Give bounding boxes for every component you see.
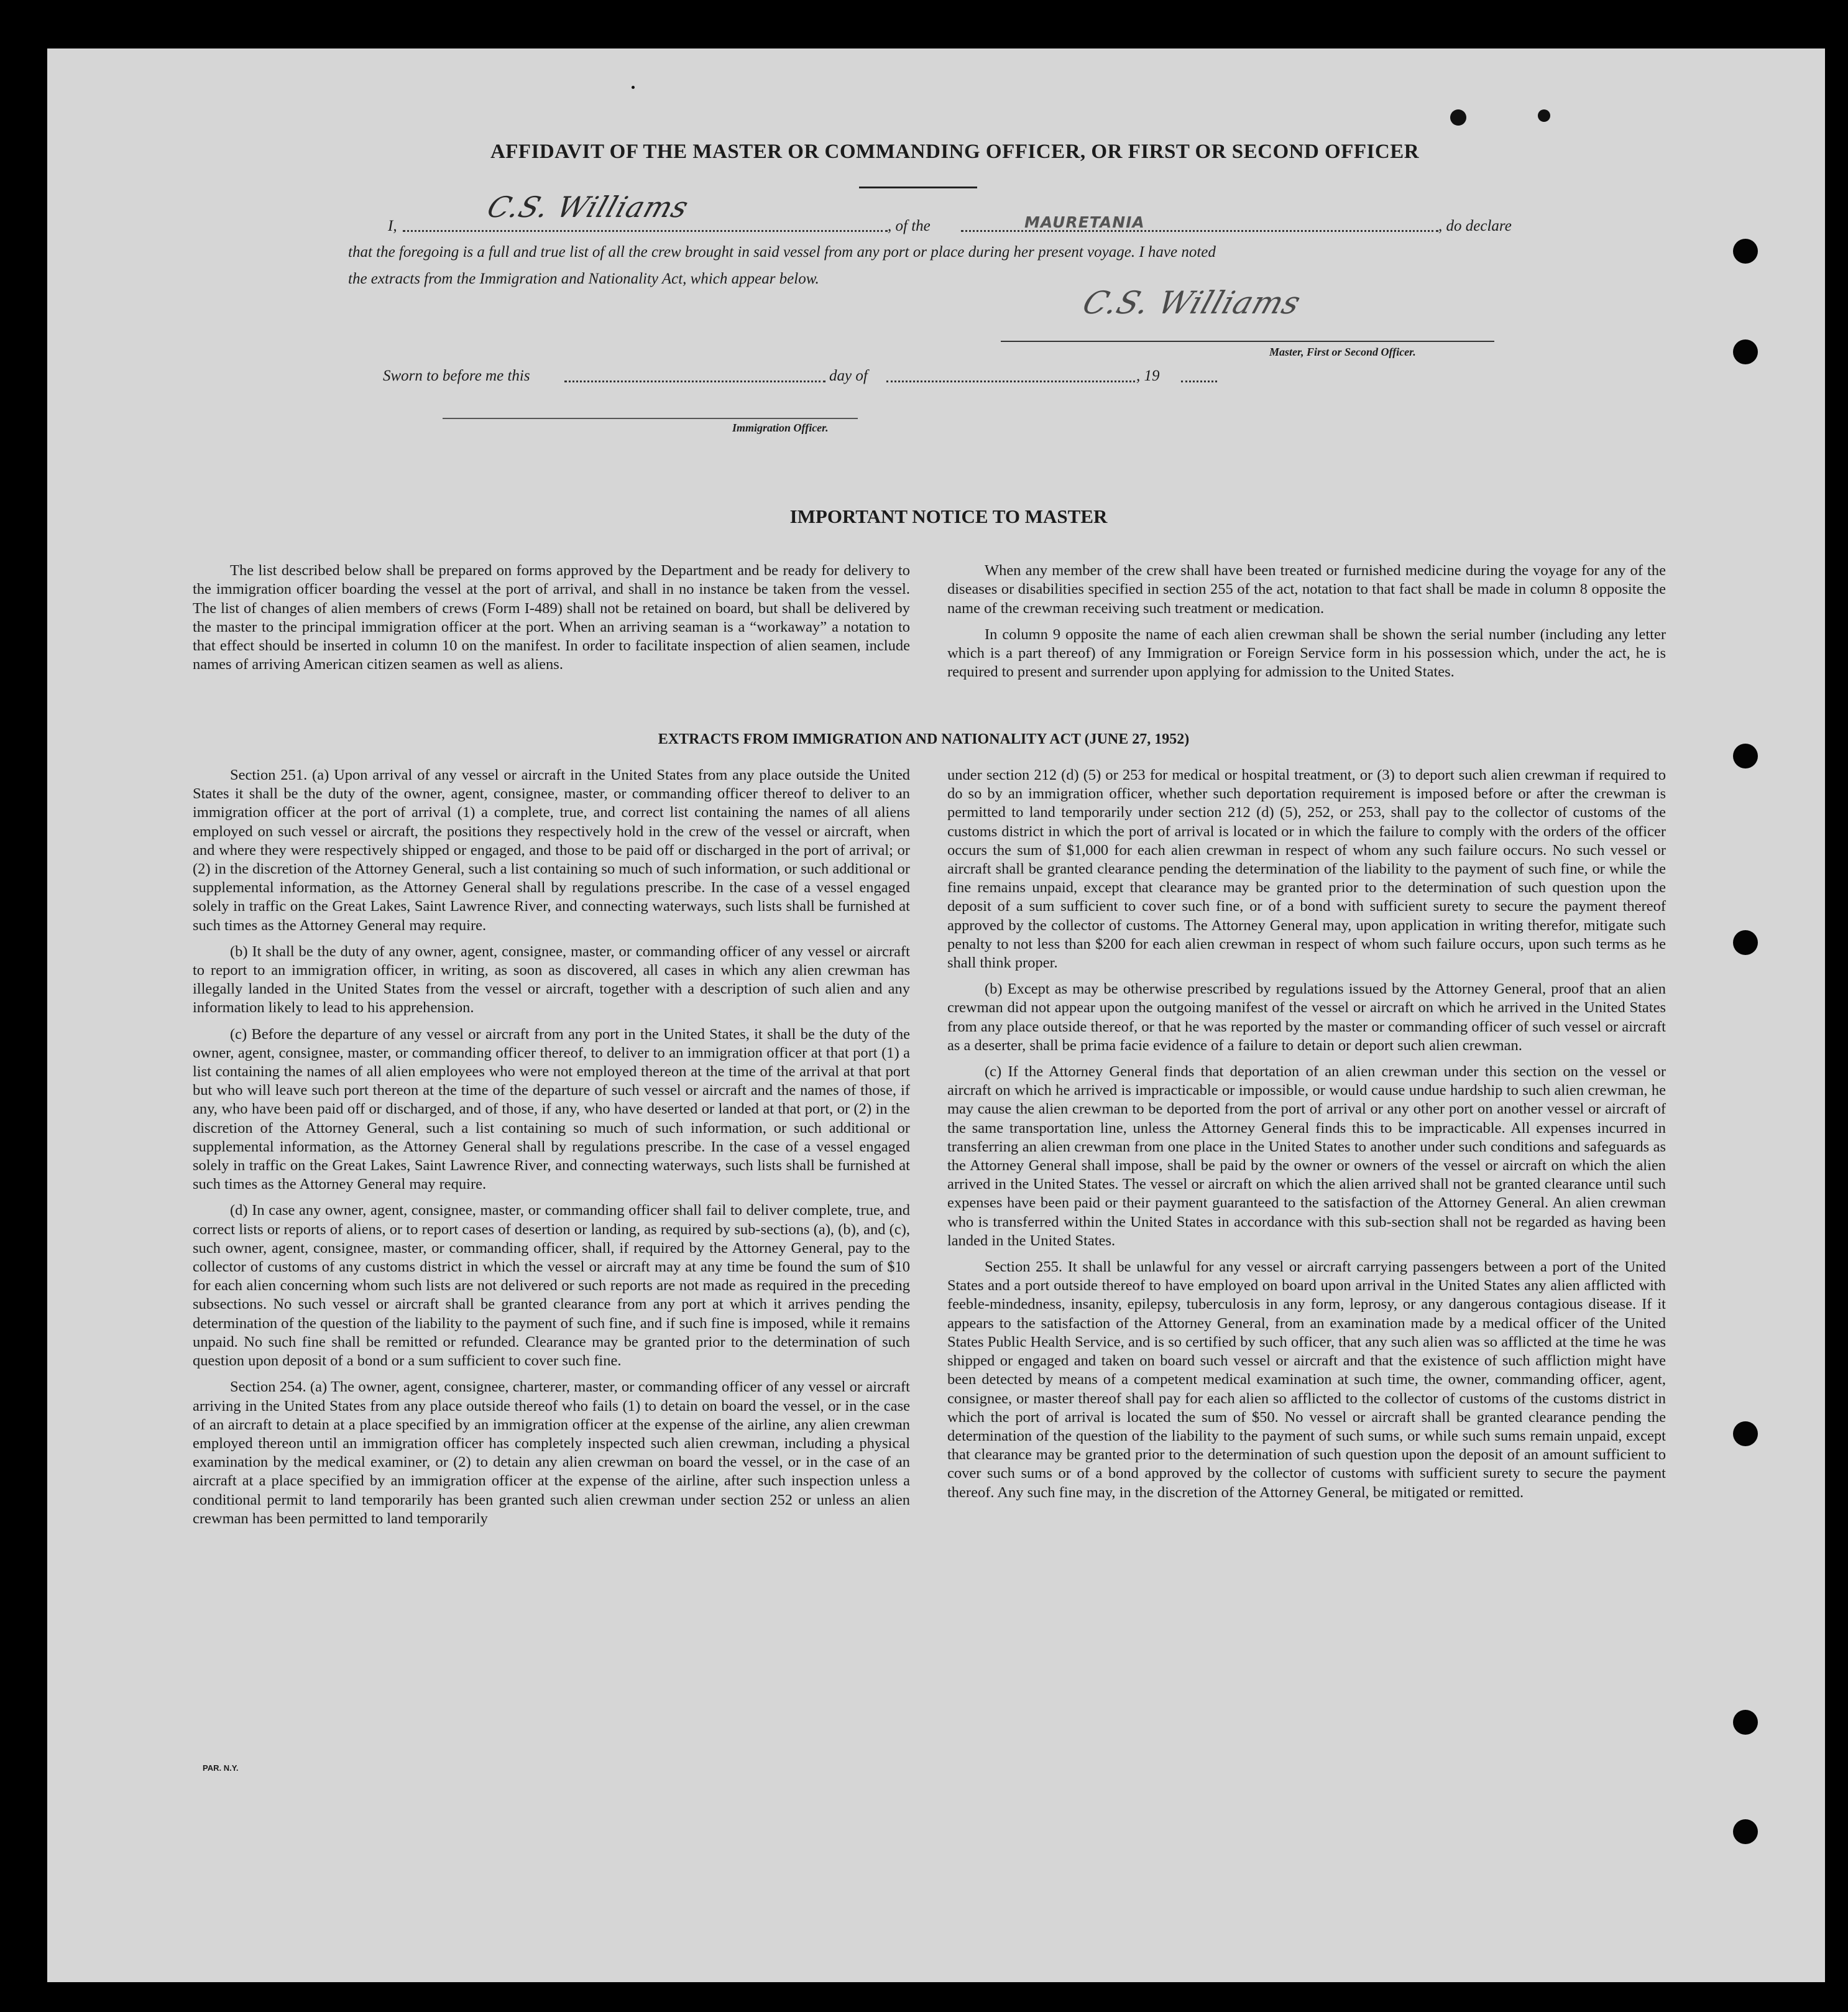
extracts-left-column [193, 766, 910, 1528]
notice-right-paragraph-2: In column 9 opposite the name of each alien crewman shall be shown the serial number (including any letter which is a part thereof) of any Immigration or Foreign Service form in his possession which, under the act, he is required to present and surrender upon applying for admission to the United States. [947, 625, 1666, 681]
document-page [47, 48, 1825, 1982]
day-of-label: day of [829, 367, 868, 384]
notice-heading: IMPORTANT NOTICE TO MASTER [789, 505, 1108, 527]
extracts-heading: EXTRACTS FROM IMMIGRATION AND NATIONALITY ACT (JUNE 27, 1952) [658, 731, 1190, 747]
notice-left-column [193, 561, 910, 675]
affidavit-title: AFFIDAVIT OF THE MASTER OR COMMANDING OFFICER, OR FIRST OR SECOND OFFICER [490, 141, 1420, 163]
section-251-d: (d) In case any owner, agent, consignee, master, or commanding officer shall fail to deliver complete, true, and correct lists or reports of aliens, or to report cases of desertion or landing, as required by sub-sections (a), (b), and (c), such owner, agent, consignee, master, or commanding officer, shall, if required by the Attorney General, pay to the collector of customs of any customs district in which the vessel or aircraft may at any time be found the sum of $10 for each alien concerning whom such lists are not delivered or such reports are not made as required in the preceding subsections. No such vessel or aircraft shall be granted clearance from any port at which it arrives pending the determination of the question of the liability to the payment of such fine, and if such fine is imposed, while it remains unpaid. No such fine shall be remitted or refunded. Clearance may be granted prior to the determination of such question upon deposit of a bond or a sum sufficient to cover such fine. [193, 1202, 910, 1370]
section-254-b: (b) Except as may be otherwise prescribed by regulations issued by the Attorney General, proof that an alien crewman did not appear upon the outgoing manifest of the vessel or aircraft on which he arrived in the United States from any place outside thereof, or that he was reported by the master or commanding officer of such vessel or aircraft as a deserter, shall be prima facie evidence of a failure to detain or deport such alien crewman. [947, 981, 1666, 1054]
year-label: , 19 [1136, 367, 1160, 384]
printer-mark: PAR. N.Y. [203, 1763, 239, 1773]
section-254-a-continued: under section 212 (d) (5) or 253 for medical or hospital treatment, or (3) to deport such alien crewman if required to do so by an immigration officer, whether such deportation requirement is imposed before or after the crewman is permitted to land temporarily under section 212 (d) (5), 252, or 253, shall pay to the collector of customs of the customs district in which the port of arrival is located or in which the failure to comply with the orders of the officer occurs the sum of $1,000 for each alien crewman in respect of whom any such failure occurs. No such vessel or aircraft shall be granted clearance pending the determination of the liability to the payment of such fine, or while the fine remains unpaid, except that clearance may be granted prior to the determination of such question upon the deposit of a sum sufficient to cover such fine, or of a bond with sufficient surety to secure the payment thereof approved by the collector of customs. The Attorney General may, upon application in writing therefor, mitigate such penalty to not less than $200 for each alien crewman in respect of whom such failure occurs, upon such terms as he shall think proper. [947, 767, 1666, 972]
declaration-line-2: the extracts from the Immigration and Nationality Act, which appear below. [348, 270, 819, 287]
declarant-signature: C.S. Williams [483, 190, 694, 224]
section-255: Section 255. It shall be unlawful for any vessel or aircraft carrying passengers between a port of the United States and a port outside thereof to have employed on board upon arrival in the United States any alien afflicted with feeble-mindedness, insanity, epilepsy, tuberculosis in any form, leprosy, or any dangerous contagious disease. If it appears to the satisfaction of the Attorney General, from an examination made by a medical officer of the United States Public Health Service, and is so certified by such officer, that any such alien was so afflicted at the time he was shipped or engaged and taken on board such vessel or aircraft and that the existence of such affliction might have been detected by means of a competent medical examination at such time, the owner, commanding officer, agent, consignee, or master thereof shall pay for each alien so afflicted to the collector of customs of the customs district in which the port of arrival is located the sum of $50. No vessel or aircraft shall be granted clearance pending the determination of the question of the liability to the payment of such sums, or while such sums remain unpaid, except that clearance may be granted prior to the determination of such question upon the deposit of an amount sufficient to cover such sums or of a bond approved by the collector of customs with sufficient surety to secure the payment thereof. Any such fine may, in the discretion of the Attorney General, be mitigated or remitted. [947, 1258, 1666, 1501]
section-254-a: Section 254. (a) The owner, agent, consignee, charterer, master, or commanding officer of any vessel or aircraft arriving in the United States from any place outside thereof who fails (1) to detain on board the vessel, or in the case of an aircraft to detain at a place specified by an immigration officer at the expense of the airline, any alien crewman employed thereon until an immigration officer has completely inspected such alien crewman, including a physical examination by the medical examiner, or (2) to detain any alien crewman on board the vessel, or in the case of an aircraft at a place specified by an immigration officer at the expense of the airline, after such inspection unless a conditional permit to land temporarily has been granted such alien crewman under section 252 or unless an alien crewman has been permitted to land temporarily [193, 1378, 910, 1527]
notice-right-column [947, 561, 1666, 682]
binder-hole-icon [1733, 1710, 1758, 1735]
declarant-line [403, 230, 888, 232]
master-signature: C.S. Williams [1078, 285, 1306, 321]
sworn-month-line [886, 381, 1135, 382]
section-251-b: (b) It shall be the duty of any owner, agent, consignee, master, or commanding officer of any vessel or aircraft to report to an immigration officer, in writing, as soon as discovered, all cases in which any alien crewman has illegally landed in the United States from the vessel or aircraft, together with a description of such alien and any information likely to lead to his apprehension. [193, 943, 910, 1017]
sworn-day-line [564, 381, 825, 382]
section-251-a: Section 251. (a) Upon arrival of any vessel or aircraft in the United States from any place outside the United States it shall be the duty of the owner, agent, consignee, master, or commanding officer thereof to deliver to an immigration officer at the port of arrival (1) a complete, true, and correct list containing the names of all aliens employed on such vessel or aircraft, the positions they respectively hold in the crew of the vessel or aircraft, when and where they were respectively shipped or engaged, and those to be paid off or discharged in the port of arrival; or (2) in the discretion of the Attorney General, such a list containing so much of such information, or such additional or supplemental information, as the Attorney General shall by regulations prescribe. In the case of a vessel engaged solely in traffic on the Great Lakes, Saint Lawrence River, and connecting waterways, such lists shall be furnished at such times as the Attorney General may require. [193, 767, 910, 934]
sworn-year-line [1181, 381, 1217, 382]
binder-hole-icon [1733, 930, 1758, 955]
section-254-c: (c) If the Attorney General finds that deportation of an alien crewman under this section on the vessel or aircraft on which he arrived is impracticable or impossible, or would cause undue hardship to such alien crewman, he may cause the alien crewman to be deported from the port of arrival or any other port on another vessel or aircraft of the same transportation line, unless the Attorney General finds this to be impracticable. All expenses incurred in transferring an alien crewman from one place in the United States to another under such conditions and safeguards as the Attorney General shall impose, shall be paid by the owner or owners of the vessel or aircraft on which the alien arrived in the United States. The vessel or aircraft on which the alien arrived shall not be granted clearance until such expenses have been paid or their payment guaranteed to the satisfaction of the Attorney General. An alien crewman who is transferred within the United States in accordance with this sub-section shall not be regarded as having been landed in the United States. [947, 1063, 1666, 1249]
extracts-right-column [947, 766, 1666, 1502]
do-declare-label: , do declare [1438, 218, 1512, 234]
i-label: I, [388, 218, 397, 234]
master-caption: Master, First or Second Officer. [1269, 346, 1416, 358]
of-the-label: , of the [888, 218, 931, 234]
binder-hole-icon [1733, 744, 1758, 768]
vessel-name: MAURETANIA [1024, 213, 1145, 231]
notice-right-paragraph-1: When any member of the crew shall have been treated or furnished medicine during the voyage for any of the diseases or disabilities specified in section 255 of the act, notation to that fact shall be made in column 8 opposite the name of the crewman receiving such treatment or medication. [947, 562, 1666, 617]
sworn-label: Sworn to before me this [383, 367, 530, 384]
officer-caption: Immigration Officer. [732, 422, 829, 434]
declaration-line-1: that the foregoing is a full and true list of all the crew brought in said vessel from any port or place during her present voyage. I have noted [348, 244, 1216, 261]
notice-left-paragraph: The list described below shall be prepared on forms approved by the Department and be ready for delivery to the immigration officer boarding the vessel at the port of arrival, and shall in no instance be taken from the vessel. The list of changes of alien members of crews (Form I-489) shall not be retained on board, but shall be delivered by the master to the principal immigration officer at the port. When an arriving seaman is a “workaway” a notation to that effect should be inserted in column 10 on the manifest. In order to facilitate inspection of alien seamen, include names of arriving American citizen seamen as well as aliens. [193, 562, 910, 673]
section-251-c: (c) Before the departure of any vessel or aircraft from any port in the United States, it shall be the duty of the owner, agent, consignee, master, or commanding officer thereof, to deliver to an immigration officer at that port (1) a list containing the names of all alien employees who were not employed thereon at the time of the arrival at that port but who will leave such port thereon at the time of the departure of such vessel or aircraft and the names of those, if any, who have been paid off or discharged, and of those, if any, who have deserted or landed at that port, or (2) in the discretion of the Attorney General, such a list containing so much of such information, or such additional or supplemental information, as the Attorney General shall by regulations prescribe. In the case of a vessel engaged solely in traffic on the Great Lakes, Saint Lawrence River, and connecting waterways, such lists shall be furnished at such times as the Attorney General may require. [193, 1025, 910, 1193]
master-signature-line [1001, 341, 1494, 342]
affidavit-block [47, 48, 1825, 484]
binder-hole-icon [1733, 1421, 1758, 1446]
binder-hole-icon [1733, 1819, 1758, 1844]
officer-signature-line [443, 418, 858, 419]
